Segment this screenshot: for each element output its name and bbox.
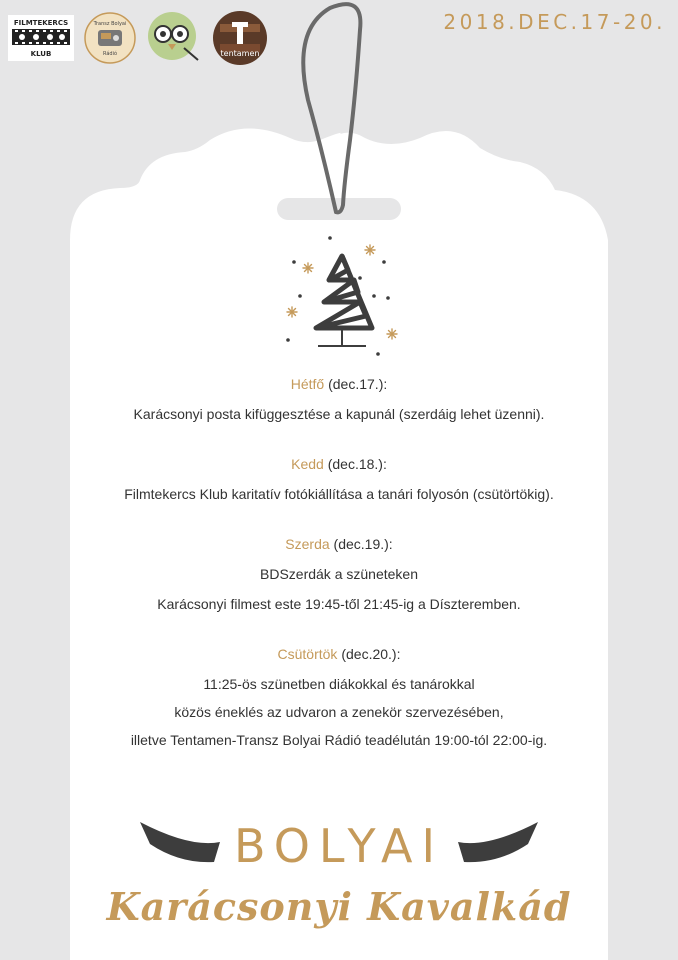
filmtekercs-klub-logo	[8, 15, 74, 61]
svg-text:Transz Bolyai: Transz Bolyai	[93, 21, 127, 27]
day-name: Hétfő	[290, 376, 325, 392]
tentamen-logo	[212, 10, 268, 66]
svg-text:KLUB: KLUB	[30, 50, 52, 58]
day-thursday	[70, 644, 608, 750]
christmas-tree-icon	[274, 236, 404, 362]
svg-text:Rádió: Rádió	[102, 51, 118, 57]
day-wednesday	[70, 534, 608, 614]
day-name: Csütörtök	[277, 646, 338, 662]
svg-text:FILMTEKERCS: FILMTEKERCS	[13, 19, 69, 27]
owl-glasses-logo	[146, 10, 202, 66]
day-date: (dec.17.):	[328, 376, 388, 392]
transz-bolyai-radio-logo	[84, 12, 136, 64]
tag-hole	[277, 198, 401, 220]
event-line: illetve Tentamen-Transz Bolyai Rádió teadélután 19:00-tól 22:00-ig.	[130, 732, 548, 748]
event-line: BDSzerdák a szüneteken	[260, 566, 418, 582]
day-name: Kedd	[291, 456, 324, 472]
event-line: Karácsonyi filmest este 19:45-től 21:45-ig a Díszteremben.	[157, 596, 521, 612]
schedule-content	[70, 236, 608, 750]
event-line: 11:25-ös szünetben diákokkal és tanárokkal	[203, 676, 475, 692]
day-tuesday	[70, 454, 608, 504]
footer-title: BOLYAI	[233, 819, 445, 873]
svg-text:tentamen: tentamen	[220, 49, 260, 58]
sponsor-logos	[8, 10, 268, 66]
footer-subtitle: Karácsonyi Kavalkád	[106, 884, 572, 929]
event-line: közös éneklés az udvaron a zenekör szervezésében,	[174, 704, 504, 720]
day-monday	[70, 374, 608, 424]
day-name: Szerda	[285, 536, 330, 552]
event-line: Karácsonyi posta kifüggesztése a kapunál (szerdáig lehet üzenni).	[133, 406, 545, 422]
day-date: (dec.18.):	[327, 456, 387, 472]
day-date: (dec.19.):	[333, 536, 393, 552]
event-date: 2018.DEC.17-20.	[443, 10, 666, 34]
event-line: Filmtekercs Klub karitatív fotókiállítása a tanári folyosón (csütörtökig).	[124, 486, 554, 502]
day-date: (dec.20.):	[341, 646, 401, 662]
